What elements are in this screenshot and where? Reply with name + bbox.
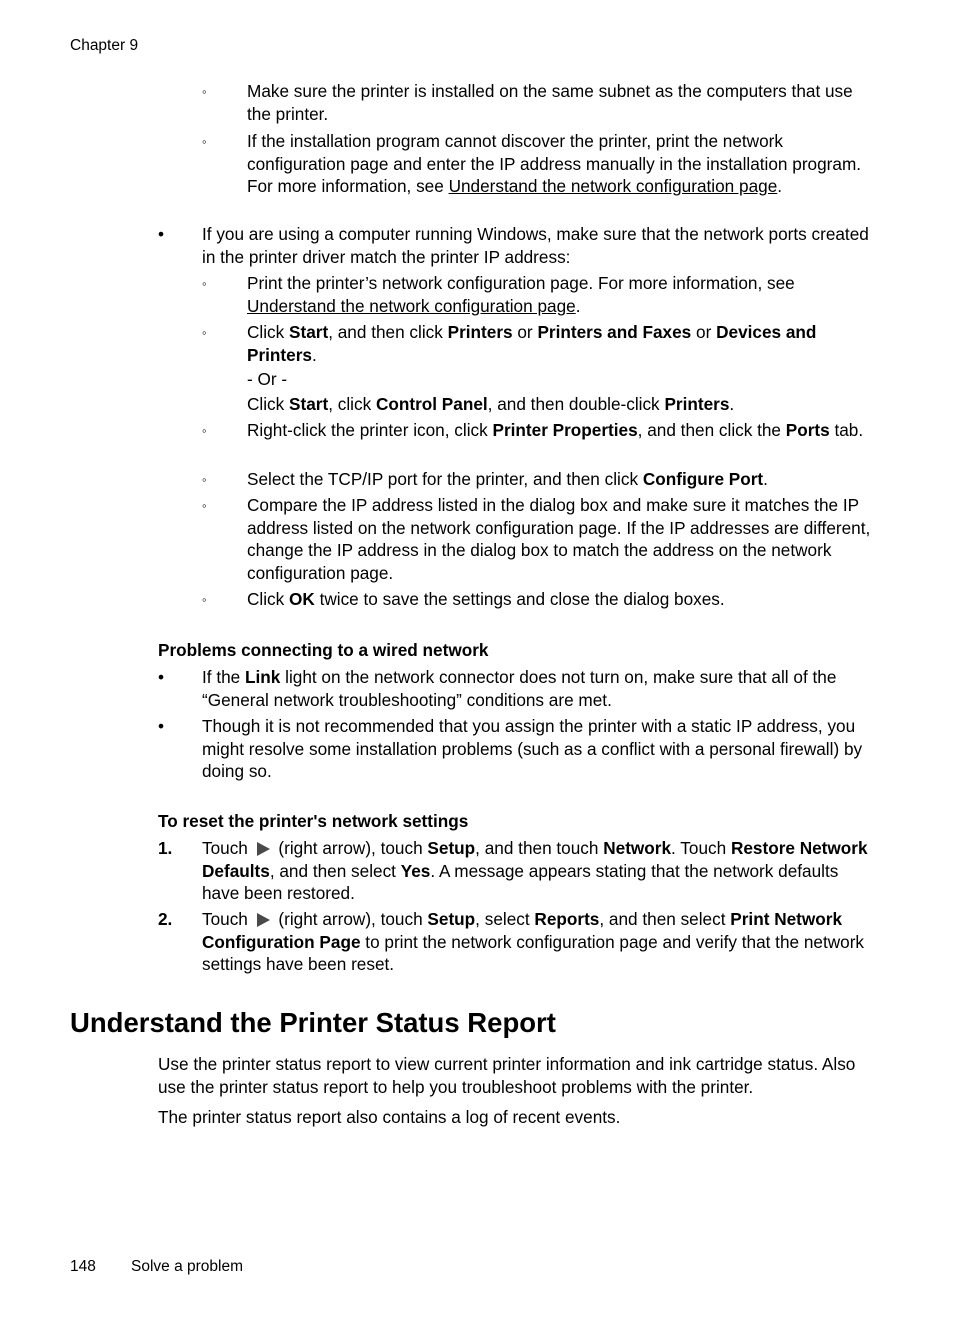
network-config-link[interactable]: Understand the network configuration page	[448, 176, 778, 196]
list-item: Print the printer’s network configuration page. For more information, see Understand the network configuration page.	[247, 273, 795, 316]
step-item: Touch (right arrow), touch Setup, and then touch Network. Touch Restore Network Defaults, and then select Yes. A message appears stating that the network defaults have been restored.	[202, 838, 868, 903]
paragraph: The printer status report also contains a log of recent events.	[158, 1107, 621, 1127]
footer-label: Solve a problem	[131, 1258, 244, 1275]
sub-bullet: ◦	[202, 276, 207, 291]
bullet: •	[158, 224, 165, 244]
network-config-link[interactable]: Understand the network configuration page	[247, 295, 576, 316]
list-item: Click Start, and then click Printers or Printers and Faxes or Devices and Printers. - Or - Click Start, click Control Panel, and then double-click Printers.	[247, 322, 817, 414]
sub-bullet: ◦	[202, 498, 207, 513]
list-item: Compare the IP address listed in the dialog box and make sure it matches the IP address listed on the network configuration page. If the IP addresses are different, change the IP address in the dialog box to match the address on the network configuration page.	[247, 495, 871, 583]
chapter-header: Chapter 9	[70, 37, 139, 54]
list-item: Select the TCP/IP port for the printer, and then click Configure Port.	[247, 469, 768, 489]
step-item: Touch (right arrow), touch Setup, select Reports, and then select Print Network Configuration Page to print the network configuration page and verify that the network settings have been reset.	[202, 909, 865, 974]
sub-bullet: ◦	[202, 84, 207, 99]
section-subheading: Problems connecting to a wired network	[158, 640, 489, 660]
list-item: If the Link light on the network connector does not turn on, make sure that all of the “General network troubleshooting” conditions are met.	[202, 667, 837, 710]
right-arrow-icon	[257, 913, 270, 927]
sub-bullet: ◦	[202, 472, 207, 487]
list-item: If the installation program cannot discover the printer, print the network configuration page and enter the IP address manually in the installation program. For more information, see Understand the network configuration page.	[247, 131, 862, 196]
list-item: Though it is not recommended that you assign the printer with a static IP address, you might resolve some installation problems (such as a conflict with a personal firewall) by doing so.	[202, 716, 863, 781]
step-number: 2.	[158, 909, 173, 929]
sub-bullet: ◦	[202, 592, 207, 607]
page-number: 148	[70, 1258, 96, 1275]
paragraph: Use the printer status report to view current printer information and ink cartridge status. Also use the printer status report to help you troubleshoot problems with the printer.	[158, 1054, 856, 1097]
list-item: Make sure the printer is installed on the same subnet as the computers that use the printer.	[247, 81, 853, 124]
bullet: •	[158, 716, 165, 736]
right-arrow-icon	[257, 842, 270, 856]
sub-bullet: ◦	[202, 423, 207, 438]
sub-bullet: ◦	[202, 325, 207, 340]
section-title: Understand the Printer Status Report	[70, 1007, 556, 1038]
step-number: 1.	[158, 838, 173, 858]
sub-bullet: ◦	[202, 134, 207, 149]
bullet: •	[158, 667, 165, 687]
section-subheading: To reset the printer's network settings	[158, 811, 469, 831]
list-item: Right-click the printer icon, click Printer Properties, and then click the Ports tab.	[247, 420, 864, 440]
list-item: If you are using a computer running Windows, make sure that the network ports created in the printer driver match the printer IP address:	[202, 224, 869, 267]
list-item: Click OK twice to save the settings and close the dialog boxes.	[247, 589, 725, 609]
